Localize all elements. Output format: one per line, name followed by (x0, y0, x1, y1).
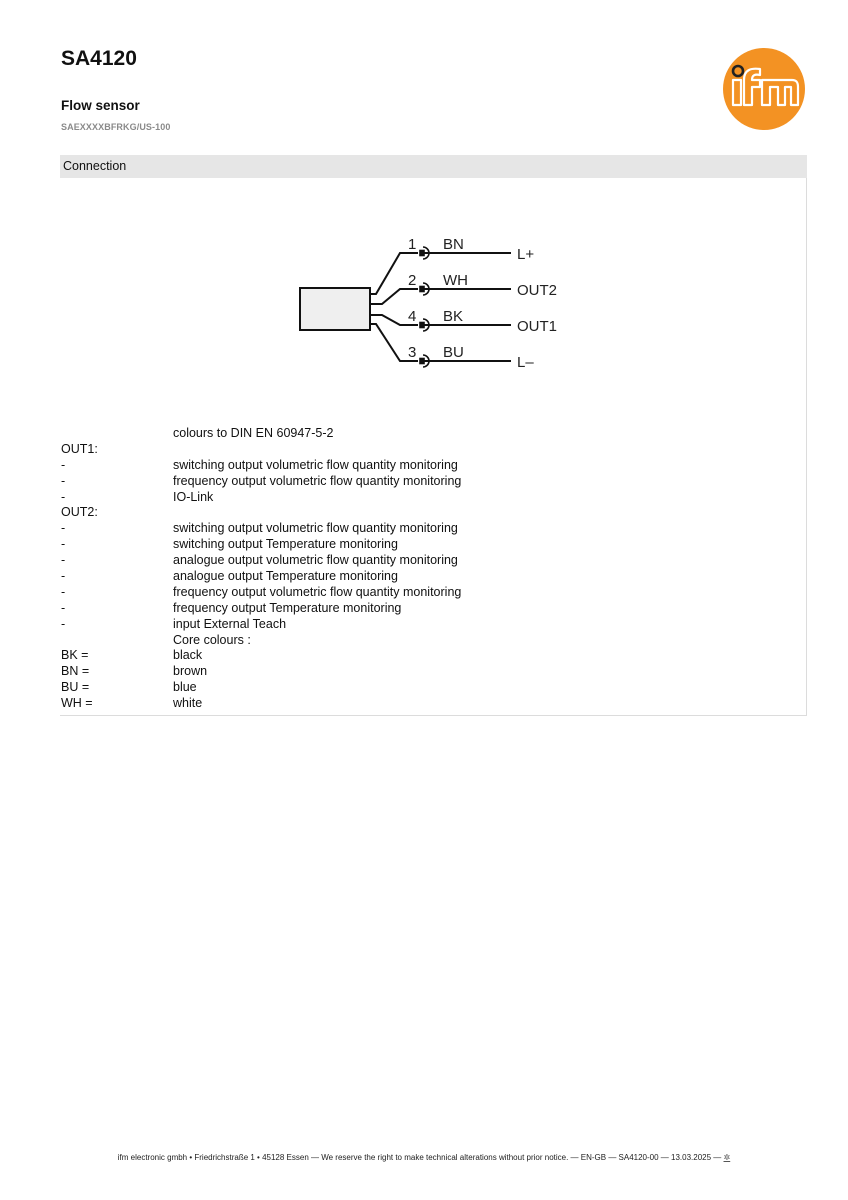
legend-key: - (61, 537, 66, 552)
article-code: SAEXXXXBFRKG/US-100 (61, 122, 171, 132)
legend-key: - (61, 569, 66, 584)
legend-key: BN = (61, 664, 90, 679)
legend-key: - (61, 616, 66, 631)
legend-value: black (173, 648, 203, 663)
section-header: Connection (60, 155, 807, 178)
signal-label: L+ (517, 246, 535, 263)
legend-row (61, 505, 461, 521)
legend-row (61, 680, 461, 696)
legend-value: colours to DIN EN 60947-5-2 (173, 426, 334, 440)
pin-number: 4 (408, 308, 417, 325)
legend-key: - (61, 600, 66, 615)
pin-number: 1 (408, 236, 417, 253)
legend-row (61, 458, 461, 474)
legend-key: - (61, 489, 66, 504)
legend-row (61, 537, 461, 553)
legend-value: blue (173, 680, 197, 695)
wire-colour-code: WH (443, 272, 468, 289)
product-name: Flow sensor (61, 98, 140, 113)
legend-row (61, 696, 461, 712)
legend-value: brown (173, 664, 208, 679)
legend-key (61, 633, 173, 649)
legend-value: frequency output Temperature monitoring (173, 600, 402, 615)
legend-key: - (61, 553, 66, 568)
legend-row (61, 442, 461, 458)
legend-value: switching output volumetric flow quantity monitoring (173, 521, 458, 536)
pin-number: 2 (408, 272, 417, 289)
legend-row (61, 521, 461, 537)
legend-row (61, 617, 461, 633)
connection-legend (61, 426, 461, 712)
legend-value: frequency output volumetric flow quantity monitoring (173, 473, 462, 488)
legend-row (61, 664, 461, 680)
signal-label: OUT1 (517, 318, 558, 335)
legend-value: analogue output Temperature monitoring (173, 569, 398, 584)
legend-row (61, 474, 461, 490)
ifm-logo (722, 47, 806, 131)
legend-value: white (173, 696, 203, 711)
legend-row (61, 633, 461, 649)
legend-value: switching output volumetric flow quantity monitoring (173, 457, 458, 472)
legend-key: BK = (61, 648, 89, 663)
legend-row (61, 490, 461, 506)
legend-value: analogue output volumetric flow quantity monitoring (173, 553, 458, 568)
footer-text: ifm electronic gmbh • Friedrichstraße 1 • 45128 Essen — We reserve the right to make technical alterations without prior notice. — EN-GB — SA4120-00 — 13.03.2025 — (117, 1153, 722, 1162)
legend-row (61, 601, 461, 617)
wiring-diagram (290, 228, 580, 376)
page-footer (0, 1153, 848, 1162)
wire-colour-code: BU (443, 344, 464, 361)
pin-number: 3 (408, 344, 417, 361)
signal-label: L– (517, 354, 534, 371)
legend-key: - (61, 521, 66, 536)
sensor-body (300, 288, 370, 330)
connector-pin-icon (420, 287, 424, 292)
legend-row (61, 426, 461, 442)
legend-value: switching output Temperature monitoring (173, 537, 398, 552)
legend-key: OUT2: (61, 505, 98, 520)
legend-key: - (61, 473, 66, 488)
legend-row (61, 648, 461, 664)
connector-pin-icon (420, 359, 424, 364)
footer-mark-icon: ✲ (723, 1153, 731, 1162)
legend-value: IO-Link (173, 489, 214, 504)
legend-key (61, 426, 173, 442)
legend-key: - (61, 457, 66, 472)
connector-pin-icon (420, 323, 424, 328)
wire-colour-code: BK (443, 308, 464, 325)
signal-label: OUT2 (517, 282, 558, 299)
legend-value: input External Teach (173, 616, 287, 631)
legend-value: frequency output volumetric flow quantity monitoring (173, 584, 462, 599)
legend-row (61, 585, 461, 601)
connector-pin-icon (420, 251, 424, 256)
legend-key: BU = (61, 680, 90, 695)
legend-key: WH = (61, 696, 93, 711)
legend-key: - (61, 584, 66, 599)
legend-row (61, 553, 461, 569)
wire-colour-code: BN (443, 236, 464, 253)
legend-key: OUT1: (61, 441, 98, 456)
page-title: SA4120 (61, 47, 137, 70)
legend-value: Core colours : (173, 632, 251, 647)
legend-row (61, 569, 461, 585)
